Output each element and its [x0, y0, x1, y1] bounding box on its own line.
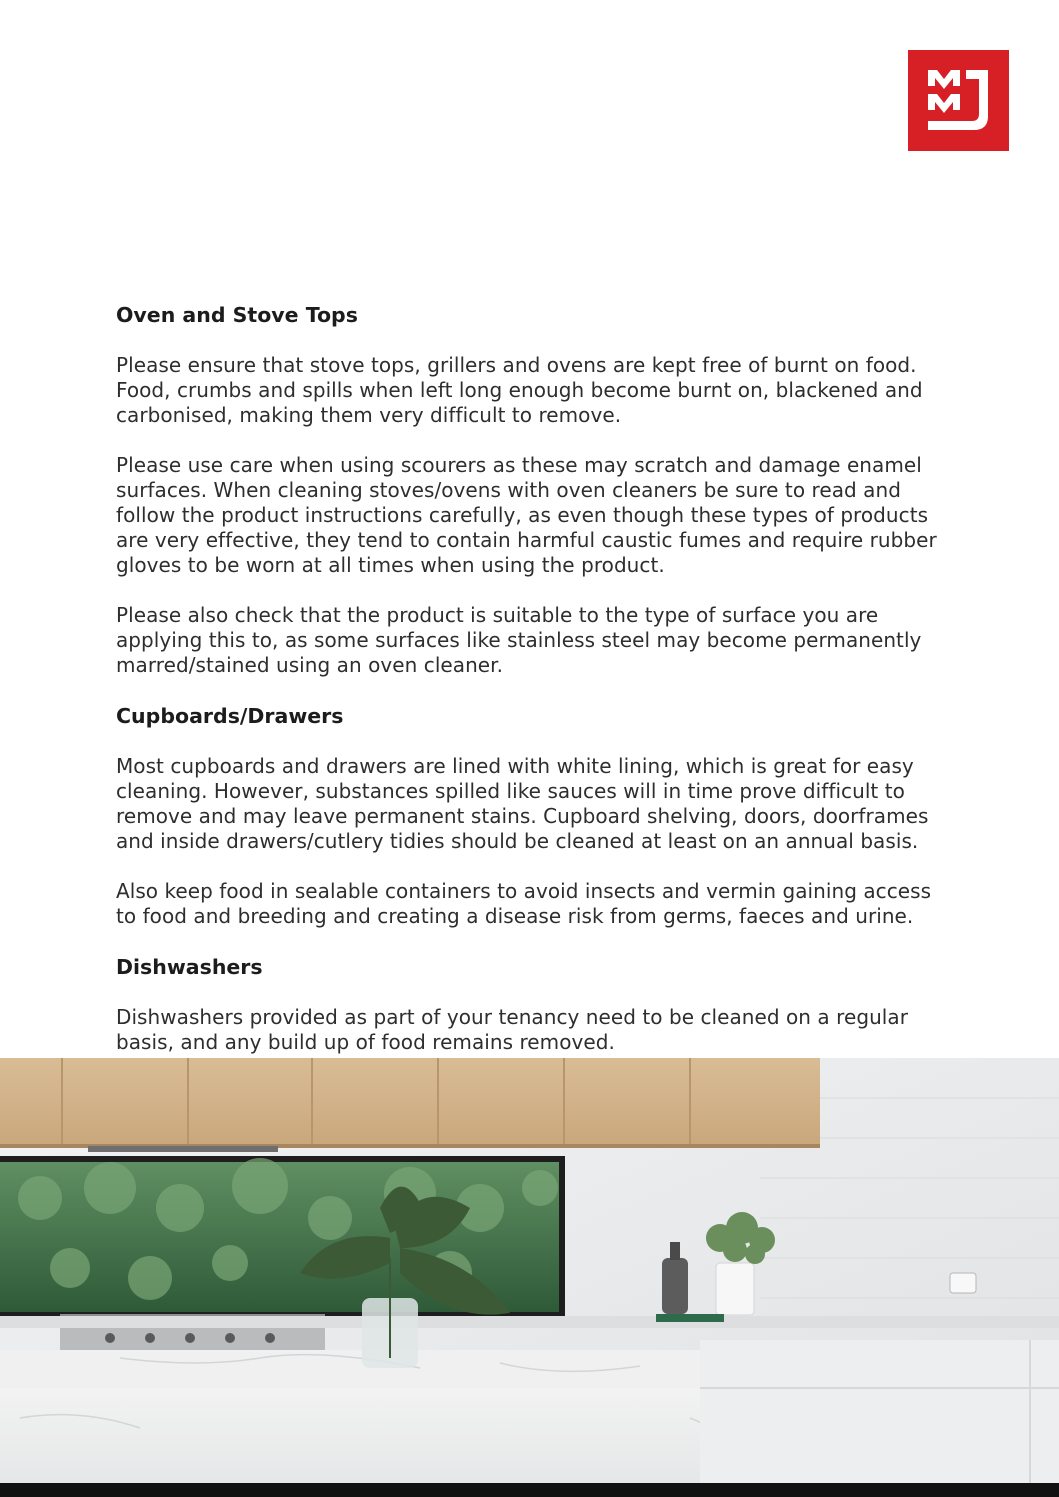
kitchen-photo	[0, 1058, 1059, 1497]
section-heading-cupboards: Cupboards/Drawers	[116, 704, 344, 728]
kitchen-illustration	[0, 1058, 1059, 1497]
paragraph: Please also check that the product is suitable to the type of surface you are applying this to, as some surfaces like stainless steel may become permanently marred/stained using an oven cleaner.	[116, 603, 922, 677]
paragraph: Dishwashers provided as part of your tenancy need to be cleaned on a regular basis, and any build up of food remains removed.	[116, 1005, 908, 1054]
mmj-logo-icon	[908, 50, 1009, 151]
section-heading-oven: Oven and Stove Tops	[116, 303, 358, 327]
document-body	[116, 302, 996, 1055]
paragraph: Also keep food in sealable containers to avoid insects and vermin gaining access to food and breeding and creating a disease risk from germs, faeces and urine.	[116, 879, 932, 928]
paragraph: Please ensure that stove tops, grillers and ovens are kept free of burnt on food. Food, crumbs and spills when left long enough become burnt on, blackened and carbonised, making them very difficult to remove.	[116, 353, 923, 427]
paragraph: Most cupboards and drawers are lined with white lining, which is great for easy cleaning. However, substances spilled like sauces will in time prove difficult to remove and may leave permanent stains. Cupboard shelving, doors, doorframes and inside drawers/cutlery tidies should be cleaned at least on an annual basis.	[116, 754, 929, 853]
company-logo	[908, 50, 1009, 151]
paragraph: Please use care when using scourers as these may scratch and damage enamel surfaces. When cleaning stoves/ovens with oven cleaners be sure to read and follow the product instructions carefully, as even though these types of products are very effective, they tend to contain harmful caustic fumes and require rubber gloves to be worn at all times when using the product.	[116, 453, 937, 577]
section-heading-dishwashers: Dishwashers	[116, 955, 263, 979]
